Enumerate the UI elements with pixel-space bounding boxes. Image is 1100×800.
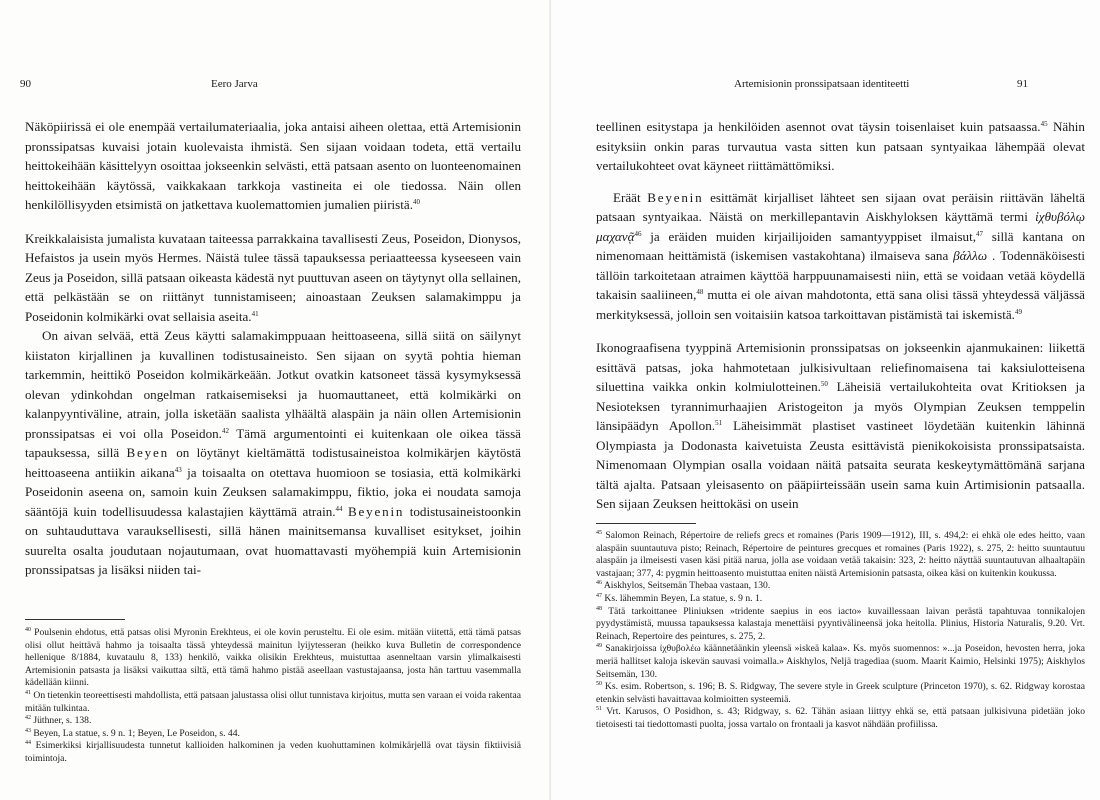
left-footnotes [25, 627, 521, 766]
footnote-divider [596, 523, 696, 524]
footnote-ref[interactable]: 50 [820, 380, 828, 388]
paragraph: On aivan selvää, että Zeus käytti salamakimppuaan heittoaseena, sillä siitä on säilynyt kiistaton kirjallinen ja kuvallinen todistusaineisto. Sen sijaan on syytä pohtia hieman tarkemmin, heittikö Poseidon kolmikärkeään. Jotkut ovatkin katsoneet tässä kysymyksessä olevan ydinkohdan ongelman ratkaisemiseksi ja huomauttaneet, että kolmikärki on kalanpyyntiväline, atrain, jolla isketään saalista ylhäältä alaspäin ja näin ollen Artemisionin pronssipatsas ei voi olla Poseidon.$^{42}$ Tämä argumentointi ei kuitenkaan ole oikea tässä tapauksessa, sillä Beyen on löytänyt kieltämättä todistusaineistoa kolmikärjen käytöstä heittoaseena antiikin aikana$^{43}$ ja toisaalta on otettava huomioon se tosiasia, että kolmikärki Poseidonin aseena on, samoin kuin Zeuksen salamakimppu, fiktio, joka ei noudata samoja sääntöjä kuin todellisuudessa kalastajien käyttämä atrain.$^{44}$ Beyenin todistusaineistoonkin on suhtauduttava varauksellisesti, sillä hänen mainitsemansa kuvalliset esitykset, joihin suurelta osalta joudutaan nojautumaan, ovat huomattavasti myöhempiä kuin Artemisionin pronssipatsas ja lisäksi niiden tai- [25, 328, 522, 577]
left-main-text [25, 117, 521, 580]
footnote: $^{43}$ Beyen, La statue, s. 9 n. 1; Beyen, Le Poseidon, s. 44. [25, 727, 240, 739]
footnote-ref[interactable]: 42 [221, 426, 229, 435]
right-page [551, 0, 1100, 800]
page-number-left: 90 [20, 78, 31, 90]
footnote: $^{42}$ Jüthner, s. 138. [25, 715, 92, 727]
footnote: $^{46}$ Aiskhylos, Seitsemän Thebaa vastaan, 130. [596, 580, 771, 592]
page-number-right: 91 [1017, 78, 1028, 90]
footnote-ref[interactable]: 51 [715, 419, 723, 427]
footnote-ref[interactable]: 46 [634, 229, 642, 238]
footnote: $^{40}$ Poulsenin ehdotus, että patsas olisi Myronin Erekhteus, ei ole kovin perusteltu. Ei ole esim. mitään viitettä, että tämä patsas olisi ollut heittävä hahmo ja toisaalta tässä yhteydessä mainitun lyijytesseran (heikko kuva Bulletin de correspondence hellenique 8/1884, kuvataulu 8, 133) henkilö, vaikka olisikin Erekhteus, muistuttaa asenneltaan varsin ylimalkaisesti Artemisionin patsasta ja lisäksi vaikuttaa siltä, että tämä hahmo pistää aseellaan vastustajaansa, josta hän tarttuu vasemmalla kädellään kiinni. [25, 627, 521, 689]
footnote: $^{44}$ Esimerkiksi kirjallisuudesta tunnetut kallioiden halkominen ja veden kuohuttaminen kolmikärjellä ovat täysin fiktiivisiä toimintoja. [25, 740, 521, 764]
footnote: $^{41}$ On tietenkin teoreettisesti mahdollista, että patsaan jalustassa olisi ollut tunnistava kirjoitus, mutta sen varaan ei voida rakentaa mitään tulkintaa. [25, 689, 521, 714]
paragraph: Näköpiirissä ei ole enempää vertailumateriaalia, joka antaisi aiheen olettaa, että Artemisionin pronssipatsas kuvaisi jotain kuolevaista ihmistä. Sen sijaan voidaan todeta, että vertailu heittokeihään käsittelyyn osoittaa jokseenkin selvästi, että patsaan asento on luonteenomainen heittokeihään käytössä, vaikkakaan tarkkoja vastineita ei ole tiedossa. Näin ollen henkilöllisyyden etsimistä on jatkettava kuolemattomien jumalien piiristä.$^{40}$ [25, 119, 521, 212]
author-name: Beyenin [647, 189, 704, 205]
paragraph: Eräät Beyenin esittämät kirjalliset lähteet sen sijaan ovat peräisin riittävän läheltä patsaan syntyaikaa. Näistä on merkillepantavin Aiskhyloksen käyttämä termi ἰχθυβόλῳ μαχανᾷ$^{46}$ ja eräiden muiden kirjailijoiden samantyyppiset ilmaisut,$^{47}$ sillä kantana on nimenomaan heittämistä (iskemisen vastakohtana) ilmaiseva sana βάλλω . Todennäköisesti tällöin tarkoitetaan atraimen käyttöä harppuunamaisesti niin, että se voidaan vetää köydellä takaisin saaliineen,$^{48}$ mutta ei ole aivan mahdotonta, että sana olisi tässä yhteydessä väljässä merkityksessä, jolloin sen voitaisiin katsoa tarkoittavan pistämistä tai iskemistä.$^{49}$ [596, 189, 1085, 322]
footnote: $^{51}$ Vrt. Karusos, O Posidhon, s. 43; Ridgway, s. 62. Tähän asiaan liittyy ehkä se, että patsaan julkisivuna pidetään joko tietoisesti tai tiedottomasti puolta, jossa vartalo on frontaali ja kasvot nähdään profiilissa. [596, 706, 1085, 730]
greek-term: βάλλω [953, 248, 988, 263]
running-head-right: Artemisionin pronssipatsaan identiteetti [734, 78, 910, 90]
footnote-ref[interactable]: 48 [696, 288, 704, 296]
paragraph: teellinen esitystapa ja henkilöiden asennot ovat täysin toisenlaiset kuin patsaassa.$^{45}$ Nähin esityksiin onkin paras turvautua vasta sitten kun patsaan syntyaikaa lähempää olevat vertailukohteet ovat käyneet riittämättömiksi. [596, 119, 1085, 173]
footnote-ref[interactable]: 45 [1040, 120, 1048, 128]
paragraph: Kreikkalaisista jumalista kuvataan taiteessa parrakkaina tavallisesti Zeus, Poseidon, Dionysos, Hefaistos ja usein myös Hermes. Näistä tulee tässä tapauksessa periaatteessa kyseeseen vain Zeus ja Poseidon, sillä patsaan oikeasta kädestä nyt puuttuvan aseen on täytynyt olla sellainen, että pelkästään se on riittänyt tunnistamiseen; ainoastaan Zeuksen salamakimppu ja Poseidonin kolmikärki ovat sellaisia aseita.$^{41}$ [25, 230, 521, 324]
footnote: $^{49}$ Sanakirjoissa ἰχθυβολέω käännetäänkin yleensä »iskeä kalaa». Ks. myös suomennos: »...ja Poseidon, hevosten herra, joka meriä hallitset kaloja iskevän sauvasi voimalla.» Aiskhylos, Neljä tragediaa (suom. Maarit Kaimio, Helsinki 1975); Aiskhylos Seitsemän, 130. [596, 643, 1085, 680]
author-name: Beyenin [348, 503, 405, 519]
footnote-divider [25, 619, 125, 620]
footnote: $^{45}$ Salomon Reinach, Répertoire de reliefs grecs et romaines (Paris 1909—1912), III, s. 494,2: ei ehkä ole edes heitto, vaan alaspäin suuntautuva pisto; Reinach, Répertoire de peintures grecques et romaines (Paris 1922), s. 275, 2: heitto suuntautuu alaspäin ja ilmeisesti vasen käsi pitää narua, jolla ase voidaan vetää takaisin: 323, 2: heitto näyttää suuntautuvan alhaaltapäin vastajaan; 377, 4: pygmin heittoasento muistuttaa eniten näistä Artemisionin patsasta, oikea käsi on kuitenkin koukussa. [596, 530, 1085, 579]
paragraph: Ikonograafisena tyyppinä Artemisionin pronssipatsas on jokseenkin ajanmukainen: liikettä esittävä patsas, joka hahmotetaan julkisivultaan reliefinomaisena tai kaksiulotteisena siluettina vaikka onkin kolmiulotteinen.$^{50}$ Läheisiä vertailukohteita ovat Kritioksen ja Nesioteksen tyrannimurhaajien Aristogeiton ja myös Olympian Zeuksen temppelin länsipäädyn Apollon.$^{51}$ Läheisimmät plastiset vastineet löydetään kuitenkin lähinnä Olympiasta ja Dodonasta kaivetuista Zeusta esittävistä pienikokoisista pronssipatsaista. Nimenomaan Olympian osalla voidaan näitä patsaita seurata keskeytymättömänä sarjana tältä ajalta. Patsaan yleisasento on pääpiirteissään usein sama kuin Artimisionin patsaalla. Sen sijaan Zeuksen heittokäsi on usein [596, 340, 1085, 511]
footnote-ref[interactable]: 47 [976, 229, 984, 238]
footnote: $^{48}$ Tätä tarkoittanee Pliniuksen »tridente saepius in eos iacto» kuvaillessaan laivan perästä tapahtuvaa tonnikalojen pyydystämistä, muussa tapauksessa kalastaja menettäisi pyyntivälineensä joka heitolla. Plinius, Historia Naturalis, 9.20. Vrt. Reinach, Repertoire des peintures, s. 275, 2. [596, 605, 1085, 642]
footnote: $^{50}$ Ks. esim. Robertson, s. 196; B. S. Ridgway, The severe style in Greek sculpture (Princeton 1970), s. 62. Ridgway korostaa etenkin selvästi havaittavaa kolmioitten systeemiä. [596, 681, 1085, 705]
right-footnotes [596, 530, 1085, 732]
footnote-ref[interactable]: 43 [174, 465, 182, 474]
greek-term: ἰχθυβόλῳ μαχανᾷ [596, 209, 1085, 244]
author-name: Beyen [126, 445, 169, 460]
footnote-ref[interactable]: 44 [335, 504, 343, 513]
footnote-ref[interactable]: 41 [251, 309, 259, 318]
running-head-left: Eero Jarva [211, 78, 258, 90]
footnote-ref[interactable]: 49 [1014, 307, 1022, 316]
right-main-text [596, 117, 1085, 514]
footnote-ref[interactable]: 40 [413, 198, 421, 206]
footnote: $^{47}$ Ks. lähemmin Beyen, La statue, s. 9 n. 1. [596, 592, 763, 604]
